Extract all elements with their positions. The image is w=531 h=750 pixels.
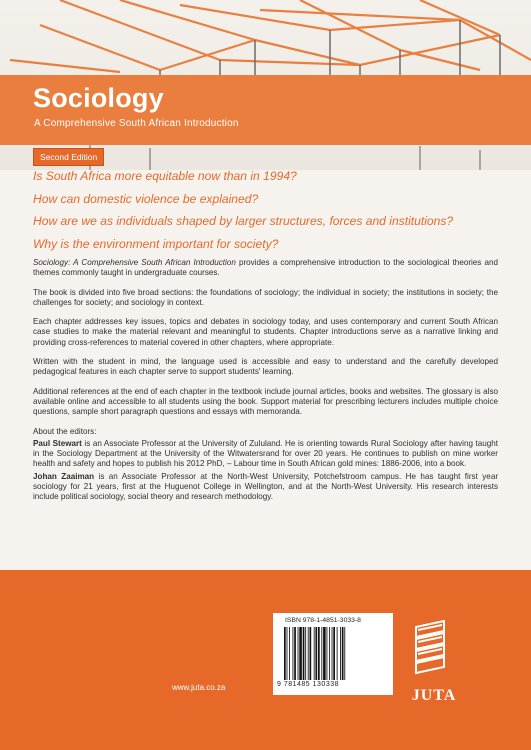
barcode-bar — [293, 627, 294, 680]
editor-1-name: Paul Stewart — [33, 438, 82, 448]
editor-2-bio: is an Associate Professor at the North-West University, Potchefstroom campus. He has taught first year sociology for 21 years, first at the Huguenot College in Wellington, and at the North-West University. His research interests include political sociology, social theory and research methodology. — [33, 471, 499, 502]
blurb-paragraph-4: Written with the student in mind, the language used is accessible and easy to understand and the carefully developed pedagogical features in each chapter serve to support students' learning. — [33, 357, 498, 377]
barcode-bar — [289, 627, 290, 680]
barcode-bar — [284, 627, 286, 680]
editor-2-name: Johan Zaaiman — [33, 471, 95, 481]
barcode-bar — [342, 627, 344, 680]
publisher-website: www.juta.co.za — [172, 683, 226, 692]
blurb — [33, 258, 498, 512]
publisher-name: JUTA — [411, 687, 457, 704]
barcode-icon — [284, 627, 384, 680]
question-4: Why is the environment important for society? — [33, 236, 279, 251]
barcode-bar — [315, 627, 317, 680]
blurb-paragraph-1 — [33, 258, 498, 279]
juta-logo-icon — [404, 617, 464, 687]
barcode-bar — [323, 627, 326, 680]
barcode-bar — [299, 627, 302, 680]
book-subtitle: A Comprehensive South African Introduction — [34, 118, 239, 129]
barcode-bar — [327, 627, 328, 680]
barcode-bar — [340, 627, 341, 680]
barcode-bar — [321, 627, 322, 680]
barcode-bar — [303, 627, 305, 680]
barcode-bar — [318, 627, 320, 680]
blurb-paragraph-3: Each chapter addresses key issues, topics and debates in sociology today, and uses contemporary and current South African case studies to make the material relevant and meaningful to students. Chapter introductions serve as a narrative linking and providing cross-references to material covered in other chapters, where appropriate. — [33, 317, 498, 347]
barcode-bar — [333, 627, 335, 680]
barcode-bar — [305, 627, 306, 680]
barcode-bar — [329, 627, 330, 680]
barcode-bar — [298, 627, 299, 680]
barcode-bar — [294, 627, 296, 680]
book-title-italic: Sociology: A Comprehensive South African Introduction — [33, 258, 236, 267]
barcode-bar — [337, 627, 338, 680]
editors-heading: About the editors: — [33, 426, 97, 436]
barcode-bar — [344, 627, 345, 680]
editor-1 — [33, 439, 498, 470]
blurb-paragraph-1-rest: provides a comprehensive introduction to the sociological theories and themes commonly taught in undergraduate courses. — [33, 258, 498, 278]
book-title: Sociology — [33, 83, 164, 113]
question-2: How can domestic violence be explained? — [33, 191, 259, 206]
barcode-bar — [310, 627, 312, 680]
blurb-paragraph-5: Additional references at the end of each chapter in the textbook include journal articles, books and websites. The glossary is also available online and accessible to all students using the book. Support material for prescribing lecturers includes multiple choice questions, sample short paragraph questions and essays with memoranda. — [33, 386, 498, 417]
barcode-bar — [332, 627, 333, 680]
barcode-bar — [314, 627, 315, 680]
barcode-number: 9 781485 130338 — [277, 681, 339, 688]
blurb-paragraph-2: The book is divided into five broad sections: the foundations of sociology; the individual in society; the institutions in society; the challenges for society; and sociology in context. — [33, 287, 498, 307]
editor-1-bio: is an Associate Professor at the University of Zululand. He is orienting towards Rural Sociology after having taught in the Sociology Department at the University of the Witwatersrand for over 20 years. He continues to publish on mine worker health and safety and hopes to publish his 2012 PhD, – Labour time in South African gold mines: 1886-2006, into a book. — [33, 438, 498, 469]
barcode-box — [273, 613, 393, 695]
question-list — [33, 170, 503, 260]
editor-2 — [33, 472, 498, 503]
barcode-bar — [287, 627, 288, 680]
question-3: How are we as individuals shaped by larger structures, forces and institutions? — [33, 214, 454, 228]
edition-badge: Second Edition — [33, 148, 104, 166]
question-1: Is South Africa more equitable now than in 1994? — [33, 169, 297, 183]
barcode-bar — [308, 627, 309, 680]
isbn-text: ISBN 978-1-4851-3033-8 — [285, 617, 361, 624]
